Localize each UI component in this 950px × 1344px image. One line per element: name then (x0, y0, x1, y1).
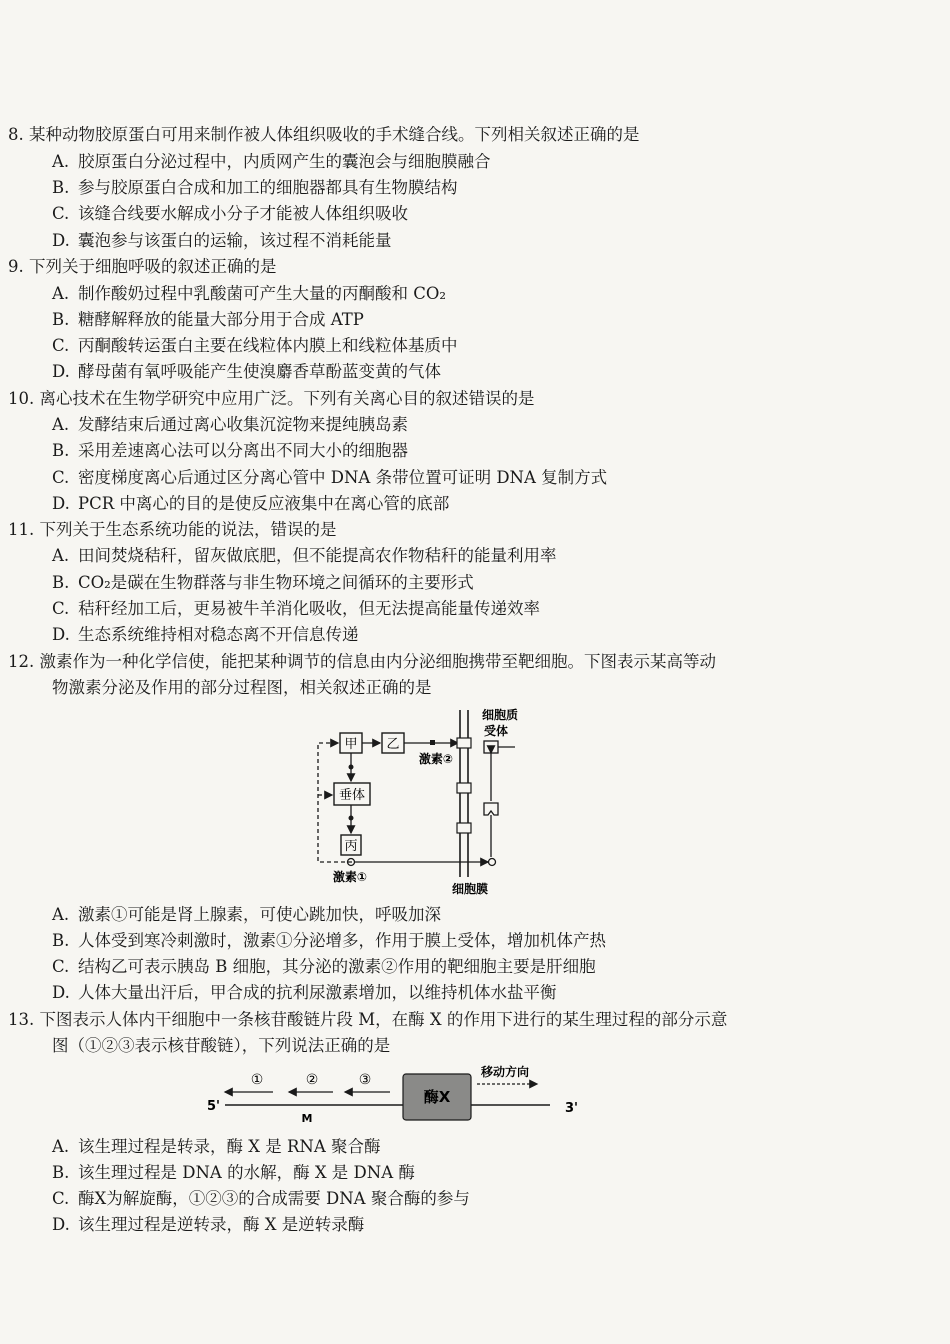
question-text: 下列关于生态系统功能的说法，错误的是 (39, 520, 337, 539)
option-text: 人体大量出汗后，甲合成的抗利尿激素增加，以维持机体水盐平衡 (78, 983, 557, 1002)
option-letter: C. (52, 957, 70, 976)
bing-label: 丙 (344, 839, 358, 854)
option-text: 该生理过程是逆转录，酶 X 是逆转录酶 (78, 1215, 365, 1234)
option-text: PCR 中离心的目的是使反应液集中在离心管的底部 (78, 494, 450, 513)
membrane-receptor (457, 738, 471, 748)
q12-option-c (52, 954, 932, 980)
enzyme-x-diagram (195, 1060, 595, 1126)
option-text: 田间焚烧秸秆，留灰做底肥，但不能提高农作物秸秆的能量利用率 (78, 546, 557, 565)
q8-option-a (52, 149, 932, 175)
question-12-stem (8, 649, 928, 675)
option-letter: A. (52, 415, 70, 434)
q11-option-a (52, 543, 932, 569)
membrane-receptor (457, 783, 471, 793)
option-text: 糖酵解释放的能量大部分用于合成 ATP (78, 310, 364, 329)
option-letter: B. (52, 573, 70, 592)
option-text: 结构乙可表示胰岛 B 细胞，其分泌的激素②作用的靶细胞主要是肝细胞 (78, 957, 596, 976)
q10-option-b (52, 438, 932, 464)
q11-option-d (52, 622, 932, 648)
arrow-dot (349, 765, 354, 770)
chain-2-label: ② (305, 1072, 319, 1088)
option-letter: D. (52, 231, 70, 250)
q8-option-c (52, 201, 932, 227)
option-letter: D. (52, 625, 70, 644)
cytoplasmic-receptor-2 (484, 803, 498, 815)
option-text: 密度梯度离心后通过区分离心管中 DNA 条带位置可证明 DNA 复制方式 (78, 468, 608, 487)
hormone1-target (489, 859, 496, 866)
q11-option-c (52, 596, 932, 622)
option-text: 酵母菌有氧呼吸能产生使溴麝香草酚蓝变黄的气体 (78, 362, 441, 381)
option-letter: B. (52, 310, 70, 329)
option-text: 秸秆经加工后，更易被牛羊消化吸收，但无法提高能量传递效率 (78, 599, 540, 618)
option-letter: A. (52, 905, 70, 924)
question-number: 8. (8, 125, 24, 144)
question-number: 12. (8, 652, 35, 671)
direction-label: 移动方向 (480, 1065, 530, 1079)
hormone2-dot (430, 740, 435, 745)
q13-option-d (52, 1212, 932, 1238)
question-text: 离心技术在生物学研究中应用广泛。下列有关离心目的叙述错误的是 (39, 389, 535, 408)
question-text: 物激素分泌及作用的部分过程图，相关叙述正确的是 (52, 678, 432, 697)
q9-option-c (52, 333, 932, 359)
q9-option-b (52, 307, 932, 333)
hormone-secretion-diagram (310, 705, 550, 895)
option-text: 发酵结束后通过离心收集沉淀物来提纯胰岛素 (78, 415, 408, 434)
arrow-dot (349, 816, 354, 821)
question-10-stem (8, 386, 928, 412)
q9-option-d (52, 359, 932, 385)
q10-option-c (52, 465, 932, 491)
enzyme-x-label: 酶X (423, 1088, 451, 1106)
three-prime-label: 3' (565, 1101, 579, 1116)
option-text: 该生理过程是转录，酶 X 是 RNA 聚合酶 (78, 1137, 381, 1156)
question-text: 激素作为一种化学信使，能把某种调节的信息由内分泌细胞携带至靶细胞。下图表示某高等动 (39, 652, 716, 671)
cytoplasmic-receptor (484, 741, 498, 753)
jia-label: 甲 (344, 737, 358, 752)
question-text: 下图表示人体内干细胞中一条核苷酸链片段 M，在酶 X 的作用下进行的某生理过程的部分示意 (39, 1010, 728, 1029)
q13-option-a (52, 1134, 932, 1160)
option-letter: A. (52, 284, 70, 303)
chain-3-label: ③ (358, 1072, 372, 1088)
option-text: 该生理过程是 DNA 的水解，酶 X 是 DNA 酶 (78, 1163, 415, 1182)
chain-1-label: ① (250, 1072, 264, 1088)
option-text: 囊泡参与该蛋白的运输，该过程不消耗能量 (78, 231, 392, 250)
question-13-stem-line2 (52, 1033, 932, 1059)
option-text: 生态系统维持相对稳态离不开信息传递 (78, 625, 359, 644)
question-text: 某种动物胶原蛋白可用来制作被人体组织吸收的手术缝合线。下列相关叙述正确的是 (29, 125, 640, 144)
option-text: 参与胶原蛋白合成和加工的细胞器都具有生物膜结构 (78, 178, 458, 197)
q12-option-a (52, 902, 932, 928)
option-text: 胶原蛋白分泌过程中，内质网产生的囊泡会与细胞膜融合 (78, 152, 491, 171)
option-letter: C. (52, 336, 70, 355)
question-number: 11. (8, 520, 35, 539)
option-letter: D. (52, 1215, 70, 1234)
option-letter: B. (52, 1163, 70, 1182)
option-letter: D. (52, 983, 70, 1002)
hormone1-label: 激素① (332, 870, 368, 884)
q8-option-b (52, 175, 932, 201)
membrane-receptor (457, 823, 471, 833)
question-number: 9. (8, 257, 24, 276)
option-text: 丙酮酸转运蛋白主要在线粒体内膜上和线粒体基质中 (78, 336, 458, 355)
option-letter: B. (52, 178, 70, 197)
receptor-label: 受体 (483, 724, 509, 738)
q10-option-a (52, 412, 932, 438)
membrane-label: 细胞膜 (451, 882, 489, 895)
q13-option-c (52, 1186, 932, 1212)
q13-option-b (52, 1160, 932, 1186)
option-letter: C. (52, 599, 70, 618)
option-text: 采用差速离心法可以分离出不同大小的细胞器 (78, 441, 408, 460)
question-9-stem (8, 254, 928, 280)
question-8-stem (8, 122, 928, 148)
question-number: 10. (8, 389, 35, 408)
option-letter: B. (52, 931, 70, 950)
option-letter: B. (52, 441, 70, 460)
m-label: M (301, 1112, 313, 1125)
option-letter: C. (52, 1189, 70, 1208)
question-12-stem-line2 (52, 675, 932, 701)
pituitary-label: 垂体 (338, 788, 366, 803)
question-text: 下列关于细胞呼吸的叙述正确的是 (29, 257, 277, 276)
q12-option-d (52, 980, 932, 1006)
q10-option-d (52, 491, 932, 517)
question-text: 图（①②③表示核苷酸链），下列说法正确的是 (52, 1036, 391, 1055)
q12-option-b (52, 928, 932, 954)
q8-option-d (52, 228, 932, 254)
option-letter: A. (52, 1137, 70, 1156)
cytoplasm-label: 细胞质 (481, 708, 519, 722)
yi-label: 乙 (386, 737, 400, 752)
option-letter: D. (52, 362, 70, 381)
option-letter: A. (52, 152, 70, 171)
option-letter: C. (52, 468, 70, 487)
option-text: 制作酸奶过程中乳酸菌可产生大量的丙酮酸和 CO₂ (78, 284, 447, 303)
q11-option-b (52, 570, 932, 596)
hormone2-label: 激素② (418, 752, 454, 766)
question-number: 13. (8, 1010, 35, 1029)
five-prime-label: 5' (207, 1099, 221, 1114)
option-text: 该缝合线要水解成小分子才能被人体组织吸收 (78, 204, 408, 223)
option-letter: A. (52, 546, 70, 565)
option-text: CO₂是碳在生物群落与非生物环境之间循环的主要形式 (78, 573, 474, 592)
option-text: 酶X为解旋酶，①②③的合成需要 DNA 聚合酶的参与 (78, 1189, 470, 1208)
question-13-stem (8, 1007, 928, 1033)
option-text: 激素①可能是肾上腺素，可使心跳加快，呼吸加深 (78, 905, 441, 924)
option-letter: C. (52, 204, 70, 223)
option-text: 人体受到寒冷刺激时，激素①分泌增多，作用于膜上受体，增加机体产热 (78, 931, 606, 950)
question-11-stem (8, 517, 928, 543)
option-letter: D. (52, 494, 70, 513)
q9-option-a (52, 281, 932, 307)
